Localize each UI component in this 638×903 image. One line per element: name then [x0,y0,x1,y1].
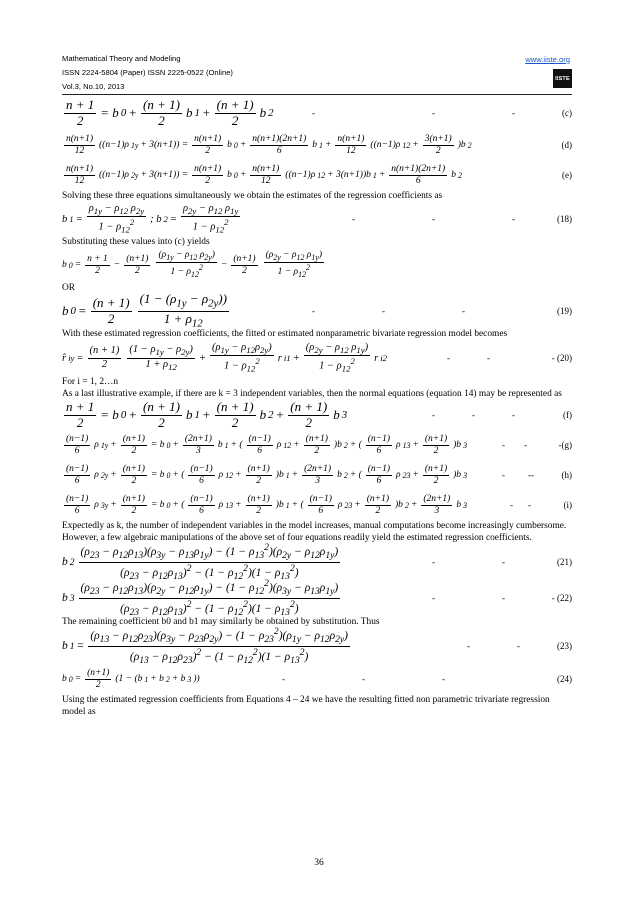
paragraph: As a last illustrative example, if there are k = 3 independent variables, then the normal equations (equation 14) may be represented as [62,389,562,399]
equation-label: (i) [563,500,572,510]
equation-e: $\frac{n(n+1)}{12}$ ((n−1)ρ 2y + 3(n+1)) = $\frac{n(n+1)}{2}$ b 0 + $\frac{n(n+1)}{12}$ ((n−1)ρ 12 + 3(n+1))b 1 + $\frac{n(n+1)(2n+1)}{6}$ b 2 (e) [66,163,572,186]
equation-label: (19) [557,306,572,316]
paragraph: Using the estimated regression coefficients from Equations 4 – 24 we have the resulting fitted non parametric trivariate regression model as [62,695,550,717]
issn-line: ISSN 2224-5804 (Paper) ISSN 2225-0522 (Online) [62,68,233,77]
equation-b0-substituted: b 0 = $\frac{n + 1}{2}$ − $\frac{(n+1)}{2}$ $\frac{(\rho_{1y} - \rho_{12} \rho_{2y})}{1 - \rho_{12}^2}$ − $\frac{(n+1)}{2}$ $\frac{(\rho_{2y} - \rho_{12} \rho_{1y})}{1 - \rho_{12}^2}$ [62,250,322,280]
equation-label: (e) [562,170,572,180]
equation-label: (c) [562,108,572,118]
equation-24: b 0 = $\frac{(n+1)}{2}$ (1 − (b 1 + b 2 + b 3 )) - - - (24) [62,667,572,690]
paragraph: Substituting these values into (c) yields [62,237,210,247]
equation-d: $\frac{n(n+1)}{12}$ ((n−1)ρ 1y + 3(n+1)) = $\frac{n(n+1)}{2}$ b 0 + $\frac{n(n+1)(2n+1)}{6}$ b 1 + $\frac{n(n+1)}{12}$ ((n−1)ρ 12 + $\frac{3(n+1)}{2}$ )b 2 (d) [66,133,572,156]
equation-label: - (22) [551,593,572,603]
page-number: 36 [314,858,324,868]
paragraph: The remaining coefficient b0 and b1 may similarly be obtained by substitution. Thus [62,617,380,627]
paragraph: Expectedly as k, the number of independent variables in the model increases, manual computations become increasingly cumbersome. However, a few algebraic manipulations of the above set of four equations readily yield the estimated regression coefficients. [62,521,567,543]
paragraph: Solving these three equations simultaneously we obtain the estimates of the regression coefficients as [62,191,443,201]
equation-label: -(g) [558,440,572,450]
equation-23: b 1 = $\frac{(\rho_{13} - \rho_{12}\rho_{23})(\rho_{3y} - \rho_{23}\rho_{2y}) - (1 - \rho_{23}^2)(\rho_{1y} - \rho_{12}\rho_{2y})}{(\rho_{13} - \rho_{12}\rho_{23})^2 - (1 - \rho_{12}^2)(1 - \rho_{13}^2)}$ - - (23) [62,626,572,666]
equation-21: b 2 $\frac{(\rho_{23} - \rho_{12}\rho_{13})(\rho_{3y} - \rho_{13}\rho_{1y}) - (1 - \rho_{13}^2)(\rho_{2y} - \rho_{12}\rho_{1y})}{(\rho_{23} - \rho_{12}\rho_{13})^2 - (1 - \rho_{12}^2)(1 - \rho_{13}^2)}$ - - (21) [62,542,572,582]
equation-i: $\frac{(n-1)}{6}$ ρ 3y + $\frac{(n+1)}{2}$ = b 0 + ( $\frac{(n-1)}{6}$ ρ 13 + $\frac{(n+1)}{2}$ )b 1 + ( $\frac{(n-1)}{6}$ ρ 23 + $\frac{(n+1)}{2}$ )b 2 + $\frac{(2n+1)}{3}$ b 3 - - (i) [66,493,572,516]
equation-label: (21) [557,557,572,567]
equation-label: (23) [557,641,572,651]
equation-c: $\frac{n + 1}{2}$ = b 0 + $\frac{(n + 1)}{2}$ b 1 + $\frac{(n + 1)}{2}$ b 2 - - - (c) [66,96,572,128]
equation-22: b 3 $\frac{(\rho_{23} - \rho_{12}\rho_{13})(\rho_{2y} - \rho_{12}\rho_{1y}) - (1 - \rho_{12}^2)(\rho_{3y} - \rho_{13}\rho_{1y})}{(\rho_{23} - \rho_{12}\rho_{13})^2 - (1 - \rho_{12}^2)(1 - \rho_{13}^2)}$ - - - (22) [62,578,572,618]
equation-label: (d) [561,140,572,150]
equation-label: (24) [557,674,572,684]
equation-h: $\frac{(n-1)}{6}$ ρ 2y + $\frac{(n+1)}{2}$ = b 0 + ( $\frac{(n-1)}{6}$ ρ 12 + $\frac{(n+1)}{2}$ )b 1 + $\frac{(2n+1)}{3}$ b 2 + ( $\frac{(n-1)}{6}$ ρ 23 + $\frac{(n+1)}{2}$ )b 3 - -- (h) [66,463,572,486]
journal-url-link[interactable]: www.iiste.org [525,55,570,64]
equation-label: - (20) [551,353,572,363]
equation-f: $\frac{n + 1}{2}$ = b 0 + $\frac{(n + 1)}{2}$ b 1 + $\frac{(n + 1)}{2}$ b 2 + $\frac{(n + 1)}{2}$ b 3 - - - (f) [66,398,572,430]
header-divider [62,94,572,95]
equation-20: r̂ iy = $\frac{(n + 1)}{2}$ $\frac{(1 - \rho_{1y} - \rho_{2y})}{1 + \rho_{12}}$ + $\frac{(\rho_{1y} - \rho_{12}\rho_{2y})}{1 - \rho_{12}^2}$ r i1 + $\frac{(\rho_{2y} - \rho_{12} \rho_{1y})}{1 - \rho_{12}^2}$ r i2 - - - (20) [62,342,572,374]
page-body [62,96,572,718]
equation-label: (18) [557,214,572,224]
journal-title: Mathematical Theory and Modeling [62,54,181,63]
equation-19: b 0 = $\frac{(n + 1)}{2}$ $\frac{(1 - (\rho_{1y} - \rho_{2y}))}{1 + \rho_{12}}$ - - - (19) [62,291,572,330]
paragraph: For i = 1, 2…n [62,377,119,387]
iiste-logo: IISTE [553,69,572,88]
paragraph: OR [62,283,76,293]
volume-line: Vol.3, No.10, 2013 [62,82,125,91]
equation-label: (h) [561,470,572,480]
equation-g: $\frac{(n-1)}{6}$ ρ 1y + $\frac{(n+1)}{2}$ = b 0 + $\frac{(2n+1)}{3}$ b 1 + ( $\frac{(n-1)}{6}$ ρ 12 + $\frac{(n+1)}{2}$ )b 2 + ( $\frac{(n-1)}{6}$ ρ 13 + $\frac{(n+1)}{2}$ )b 3 - - -(g) [66,433,572,456]
equation-label: (f) [563,410,572,420]
equation-18: b 1 = $\frac{\rho_{1y} - \rho_{12} \rho_{2y}}{1 - \rho_{12}^2}$ ; b 2 = $\frac{\rho_{2y} - \rho_{12} \rho_{1y}}{1 - \rho_{12}^2}$ - - - (18) [62,203,572,235]
paragraph: With these estimated regression coefficients, the fitted or estimated nonparametric bivariate regression model becomes [62,329,508,339]
